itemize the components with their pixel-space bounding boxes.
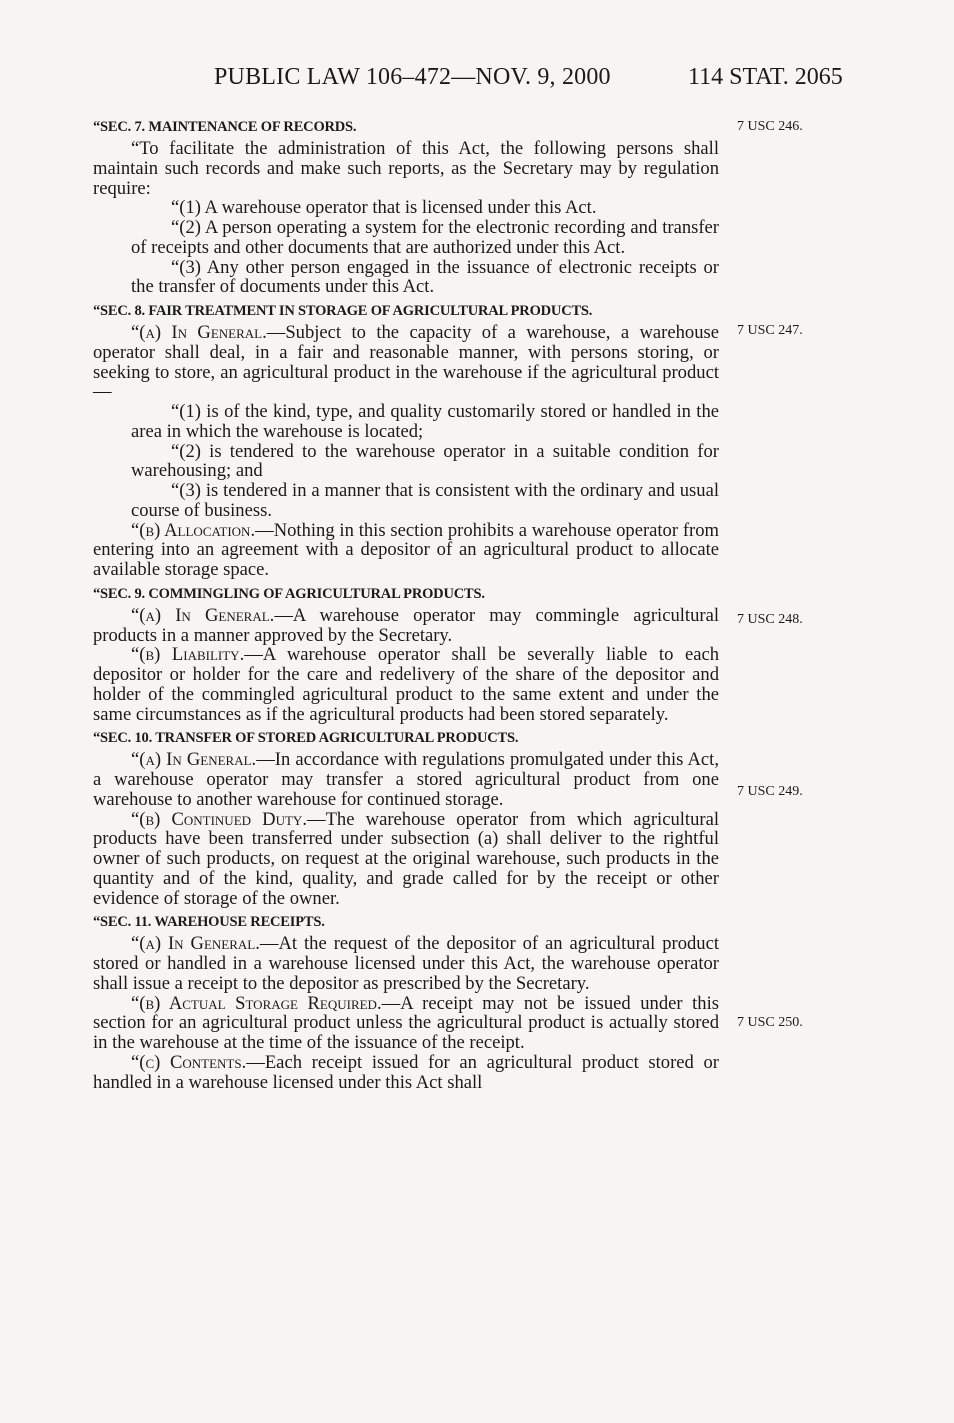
list-item: “(3) is tendered in a manner that is consistent with the ordinary and usual course of business. bbox=[131, 480, 719, 521]
section-heading: “SEC. 7. MAINTENANCE OF RECORDS. bbox=[93, 119, 357, 135]
subsection-b bbox=[93, 521, 719, 580]
subsection-b bbox=[93, 810, 719, 909]
subsection-caption: “(a) In General. bbox=[131, 749, 257, 771]
subsection-text: —A receipt may not be issued under this section for an agricultural product unless the agricultural product is actually stored in the warehouse at the time of the issuance of the receipt. bbox=[93, 992, 720, 1053]
running-title: PUBLIC LAW 106–472—NOV. 9, 2000 bbox=[214, 64, 611, 90]
subsection-text: —The warehouse operator from which agricultural products have been transferred under subsection (a) shall deliver to the rightful owner of such products, on request at the original warehouse, such products in the quantity and of the kind, quality, and grade called for by the receipt or other evidence of storage of the owner. bbox=[93, 808, 720, 909]
section-heading: “SEC. 10. TRANSFER OF STORED AGRICULTURAL PRODUCTS. bbox=[93, 730, 519, 747]
section-heading: “SEC. 8. FAIR TREATMENT IN STORAGE OF AGRICULTURAL PRODUCTS. bbox=[93, 303, 593, 319]
subsection-caption: “(c) Contents. bbox=[131, 1051, 247, 1073]
subsection-text: —Each receipt issued for an agricultural product stored or handled in a warehouse licensed under this Act shall bbox=[93, 1051, 719, 1093]
subsection-a bbox=[93, 934, 719, 993]
list-item: “(1) is of the kind, type, and quality customarily stored or handled in the area in which the warehouse is located; bbox=[131, 401, 719, 442]
section-heading: “SEC. 9. COMMINGLING OF AGRICULTURAL PRODUCTS. bbox=[93, 585, 485, 602]
margin-note-sec11: 7 USC 250. bbox=[737, 1015, 803, 1030]
subsection-text: —In accordance with regulations promulgated under this Act, a warehouse operator may transfer a stored agricultural product from one warehouse to another warehouse for continued storage. bbox=[93, 749, 719, 810]
subsection-c bbox=[93, 1053, 719, 1093]
list-item: “(2) A person operating a system for the electronic recording and transfer of receipts and other documents that are authorized under this Act. bbox=[131, 217, 719, 258]
list-item: “(1) A warehouse operator that is licensed under this Act. bbox=[171, 197, 597, 219]
subsection-caption: “(b) Actual Storage Required. bbox=[131, 992, 382, 1014]
list-item: “(3) Any other person engaged in the issuance of electronic receipts or the transfer of documents under this Act. bbox=[131, 256, 719, 298]
subsection-text: —A warehouse operator shall be severally liable to each depositor or holder for the care and redelivery of the share of the depositor and holder of the commingled agricultural product to the same extent and under the same circumstances as if the agricultural products had been stored separately. bbox=[93, 644, 720, 725]
subsection-caption: “(b) Liability. bbox=[131, 644, 245, 666]
subsection-a bbox=[93, 323, 719, 402]
subsection-caption: “(b) Continued Duty. bbox=[131, 808, 307, 830]
margin-note-sec9: 7 USC 248. bbox=[737, 612, 803, 627]
subsection-caption: “(a) In General. bbox=[131, 604, 275, 626]
subsection-a bbox=[93, 750, 719, 809]
page-header bbox=[0, 60, 954, 100]
subsection-caption: “(a) In General. bbox=[131, 322, 267, 343]
subsection-text: —Nothing in this section prohibits a warehouse operator from entering into an agreement with a depositor of an agricultural product to allocate available storage space. bbox=[93, 519, 719, 580]
page-reference: 114 STAT. 2065 bbox=[688, 64, 843, 90]
subsection-text: —A warehouse operator may commingle agricultural products in a manner approved by the Secretary. bbox=[93, 604, 719, 646]
subsection-text: —At the request of the depositor of an agricultural product stored or handled in a warehouse licensed under this Act, the warehouse operator shall issue a receipt to the depositor as prescribed by the Secretary. bbox=[93, 933, 720, 994]
margin-note-sec8: 7 USC 247. bbox=[737, 323, 803, 338]
subsection-caption: “(b) Allocation. bbox=[131, 519, 256, 541]
subsection-text: —Subject to the capacity of a warehouse, a warehouse operator shall deal, in a fair and reasonable manner, with persons storing, or seeking to store, an agricultural product in the warehouse if the agricultural product— bbox=[93, 322, 719, 403]
list-item: “(2) is tendered to the warehouse operator in a suitable condition for warehousing; and bbox=[131, 440, 719, 482]
section-intro: “To facilitate the administration of this Act, the following persons shall maintain such records and make such reports, as the Secretary may by regulation require: bbox=[93, 138, 719, 199]
subsection-b bbox=[93, 994, 719, 1053]
margin-note-sec7: 7 USC 246. bbox=[737, 119, 803, 134]
section-heading: “SEC. 11. WAREHOUSE RECEIPTS. bbox=[93, 914, 325, 931]
margin-note-sec10: 7 USC 249. bbox=[737, 784, 803, 799]
body-text bbox=[93, 116, 719, 1092]
subsection-caption: “(a) In General. bbox=[131, 933, 260, 955]
subsection-a bbox=[93, 606, 719, 646]
subsection-b bbox=[93, 645, 719, 724]
